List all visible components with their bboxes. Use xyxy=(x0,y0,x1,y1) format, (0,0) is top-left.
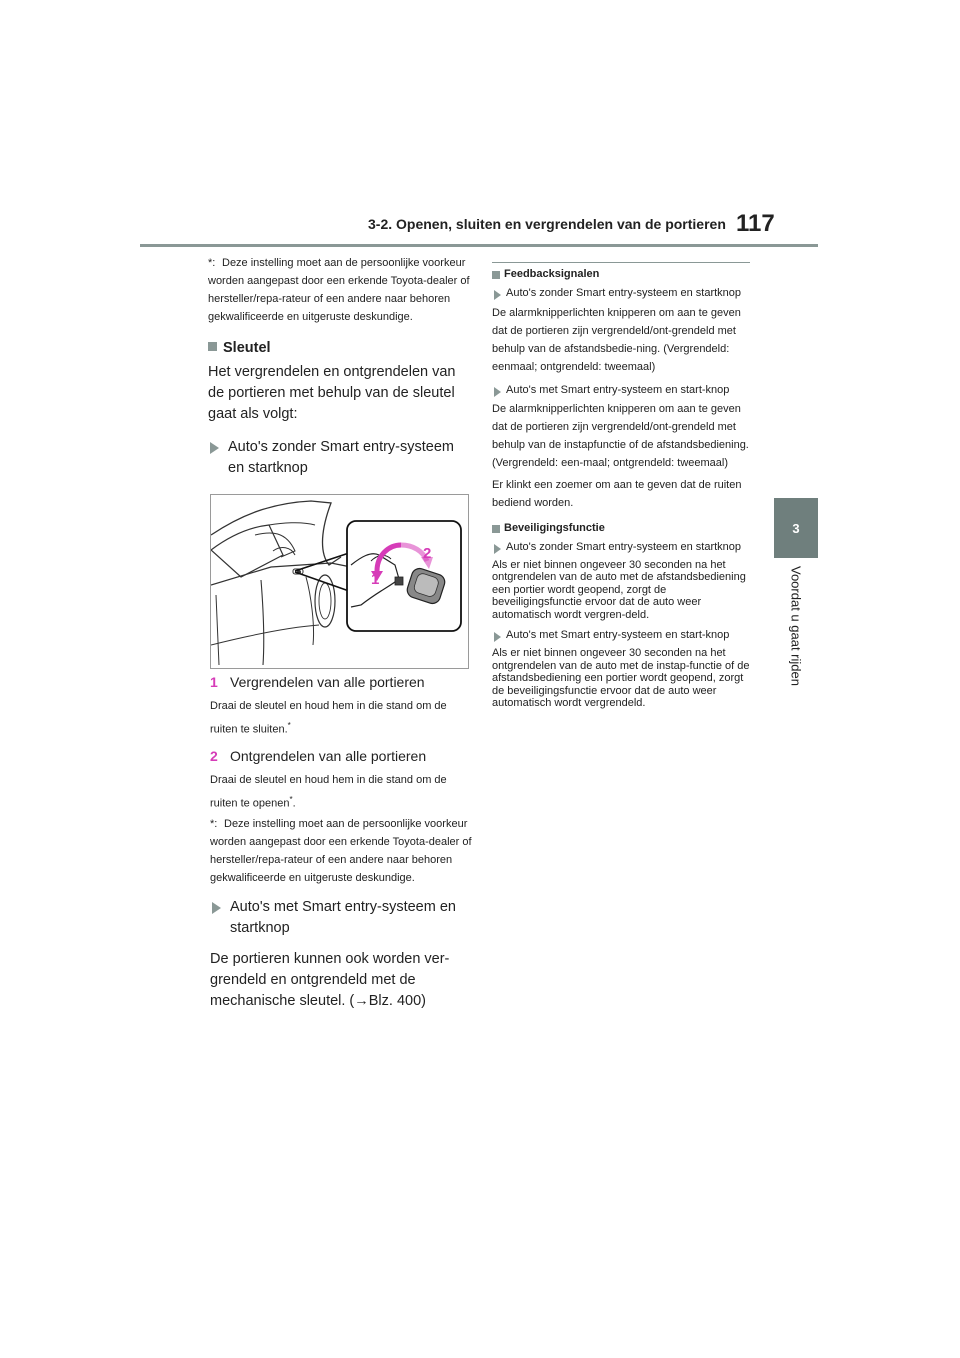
bullet-smart xyxy=(210,897,472,939)
step-1-footnote-mark: * xyxy=(287,721,291,730)
fb-bullet-2 xyxy=(492,384,750,397)
feedback-heading xyxy=(492,268,750,280)
triangle-bullet-icon xyxy=(494,544,501,554)
footnote-mark: *: xyxy=(208,257,216,269)
step-1-title: Vergrendelen van alle portieren xyxy=(230,674,425,690)
heading-square-icon xyxy=(492,525,500,533)
triangle-bullet-icon xyxy=(494,290,501,300)
triangle-bullet-icon xyxy=(494,632,501,642)
step-1-desc-text: Draai de sleutel en houd hem in die stand om de ruiten te sluiten. xyxy=(210,700,447,736)
bullet-text: Auto's met Smart entry-systeem en startknop xyxy=(230,899,456,937)
footnote-mark: *: xyxy=(210,818,218,831)
heading-square-icon xyxy=(492,271,500,279)
section-heading-text: Sleutel xyxy=(223,340,271,356)
chapter-label-wrap xyxy=(770,566,822,716)
section-heading-sleutel xyxy=(208,340,470,356)
step-2-desc xyxy=(210,771,472,814)
right-column xyxy=(492,268,750,710)
fb-bullet-1 xyxy=(492,287,750,300)
left-column-lower xyxy=(210,672,472,1012)
step-2 xyxy=(210,746,472,766)
sec-bullet-1-text: Auto's zonder Smart entry-systeem en startknop xyxy=(506,541,742,553)
sec-bullet-1 xyxy=(492,541,750,554)
step-1-desc xyxy=(210,697,472,740)
footnote-top xyxy=(208,254,470,326)
header-rule xyxy=(140,244,818,247)
step-2-number: 2 xyxy=(210,747,218,764)
step-2-title: Ontgrendelen van alle portieren xyxy=(230,747,427,764)
step-2-desc-end: . xyxy=(292,797,296,810)
step-1 xyxy=(210,672,472,692)
triangle-bullet-icon xyxy=(212,902,221,914)
footnote-text: Deze instelling moet aan de persoonlijke voorkeur worden aangepast door een erkende Toyota-dealer of hersteller/repa-rateur of een andere naar behoren gekwalificeerde en uitgeruste deskundige. xyxy=(208,257,470,323)
step-2-desc-text: Draai de sleutel en houd hem in die stand om de ruiten te openen xyxy=(210,773,447,810)
sec-text-2: Als er niet binnen ongeveer 30 seconden na het ontgrendelen van de auto met de instap-functie of de afstandsbediening een portier wordt geopend, zorgt de beveiligingsfunctie ervoor dat de auto weer automatisch wordt vergrendeld. xyxy=(492,646,750,710)
figure-label-2: 2 xyxy=(423,545,432,562)
footnote-bottom xyxy=(210,815,472,887)
section-title: 3-2. Openen, sluiten en vergrendelen van de portieren xyxy=(368,216,726,232)
fb-bullet-1-text: Auto's zonder Smart entry-systeem en startknop xyxy=(506,287,742,299)
fb-text-3: Er klinkt een zoemer om aan te geven dat de ruiten bediend worden. xyxy=(492,479,742,509)
chapter-tab xyxy=(774,498,818,558)
triangle-bullet-icon xyxy=(494,387,501,397)
smart-key-paragraph: De portieren kunnen ook worden ver-grendeld en ontgrendeld met de mechanische sleutel. (→Blz. 400) xyxy=(210,951,450,1010)
feedback-heading-text: Feedbacksignalen xyxy=(504,268,600,280)
sec-bullet-2 xyxy=(492,629,750,642)
page-number: 117 xyxy=(736,210,775,237)
step-1-number: 1 xyxy=(210,674,218,690)
chapter-number: 3 xyxy=(792,520,800,536)
key-illustration xyxy=(210,494,469,669)
footnote-text: Deze instelling moet aan de persoonlijke voorkeur worden aangepast door een erkende Toyota-dealer of hersteller/repa-rateur of een andere naar behoren gekwalificeerde en uitgeruste deskundige. xyxy=(210,818,472,885)
fb-bullet-2-text: Auto's met Smart entry-systeem en start-knop xyxy=(506,383,730,396)
bullet-text: Auto's zonder Smart entry-systeem en startknop xyxy=(228,439,454,476)
bullet-no-smart xyxy=(208,437,470,479)
fb-text-2: De alarmknipperlichten knipperen om aan te geven dat de portieren zijn vergrendeld/ont-grendeld met behulp van de instapfunctie of de afstandsbediening. (Vergrendeld: een-maal; ontgrendeld: tweemaal) xyxy=(492,403,749,469)
triangle-bullet-icon xyxy=(210,442,219,454)
right-column-rule xyxy=(492,262,750,263)
fb-text-1: De alarmknipperlichten knipperen om aan te geven dat de portieren zijn vergrendeld/ont-grendeld met behulp van de afstandsbedie-ning. (Vergrendeld: eenmaal; ontgrendeld: tweemaal) xyxy=(492,306,741,373)
car-door-key-illustration xyxy=(211,495,468,668)
figure-label-1: 1 xyxy=(371,571,380,588)
security-heading xyxy=(492,522,750,534)
security-heading-text: Beveiligingsfunctie xyxy=(504,522,605,534)
sec-text-1: Als er niet binnen ongeveer 30 seconden na het ontgrendelen van de auto met de afstandsbediening een portier wordt geopend, zorgt de beveiligingsfunctie ervoor dat de auto weer automatisch wordt vergren-deld. xyxy=(492,558,746,621)
sec-bullet-2-text: Auto's met Smart entry-systeem en start-knop xyxy=(506,629,730,642)
step-2-footnote-mark: * xyxy=(289,794,293,804)
intro-paragraph: Het vergrendelen en ontgrendelen van de portieren met behulp van de sleutel gaat als volgt: xyxy=(208,364,456,422)
chapter-label: Voordat u gaat rijden xyxy=(788,566,804,686)
heading-square-icon xyxy=(208,342,217,351)
left-column xyxy=(208,254,470,479)
